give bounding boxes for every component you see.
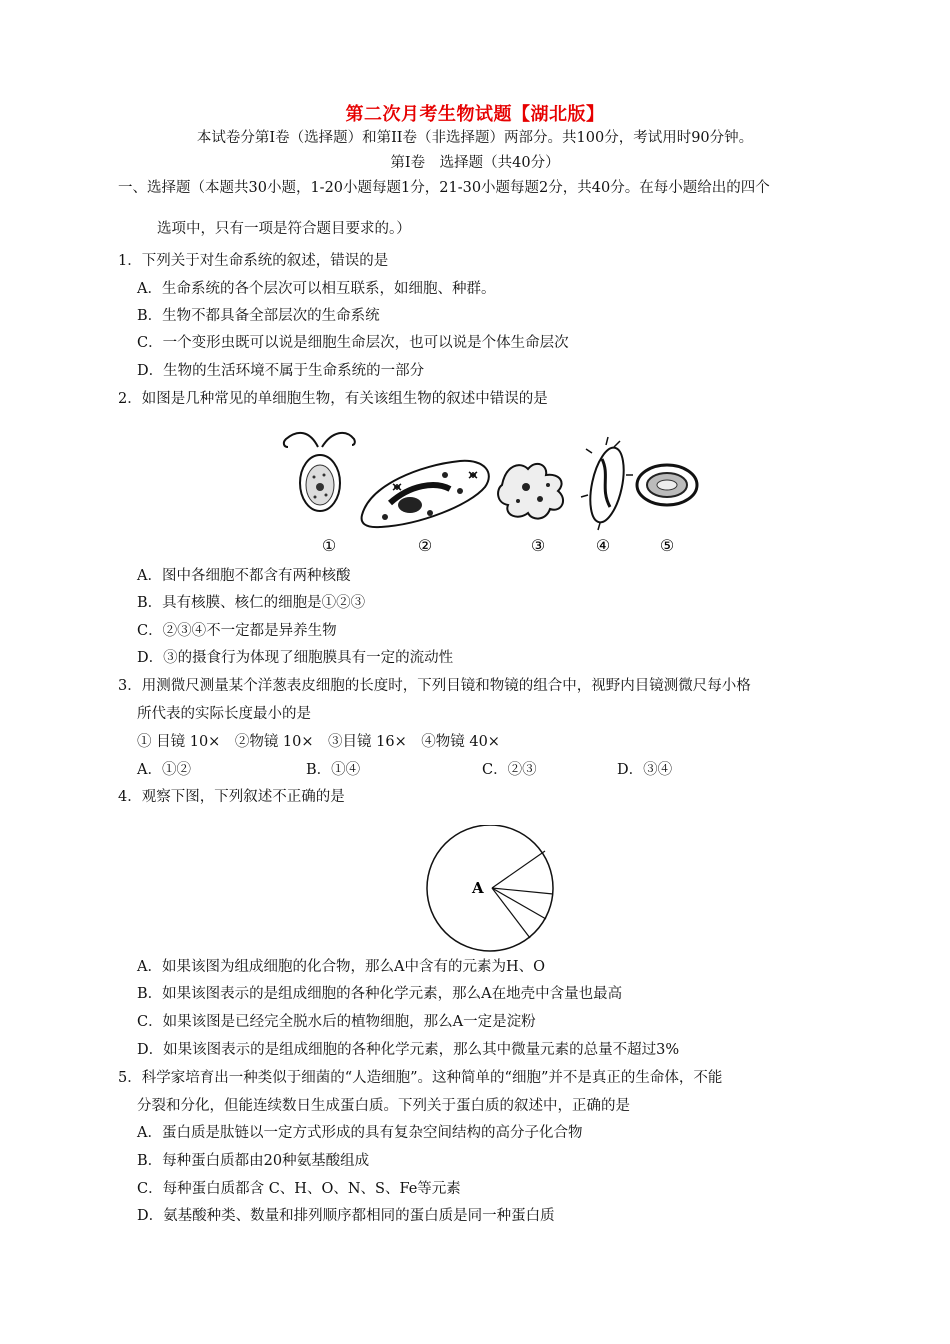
q3-option-d: D．③④ — [617, 762, 673, 778]
organism-3-amoeba — [498, 464, 563, 519]
q5-option-a: A．蛋白质是肽链以一定方式形成的具有复杂空间结构的高分子化合物 — [137, 1125, 583, 1141]
q1-stem: 1．下列关于对生命系统的叙述，错误的是 — [118, 253, 389, 269]
figure-label-2: ② — [417, 536, 433, 555]
figure-label-4: ④ — [595, 536, 611, 555]
q5-option-c: C．每种蛋白质都含 C、H、O、N、S、Fe等元素 — [137, 1181, 461, 1197]
figure-label-3: ③ — [530, 536, 546, 555]
q4-option-b: B．如果该图表示的是组成细胞的各种化学元素，那么A在地壳中含量也最高 — [137, 986, 623, 1002]
q2-option-c: C．②③④不一定都是异养生物 — [137, 623, 337, 639]
figure-label-5: ⑤ — [659, 536, 675, 555]
organism-2-paramecium — [362, 461, 489, 527]
instructions-line1: 一、选择题（本题共30小题，1-20小题每题1分，21-30小题每题2分，共40分。在每小题给出的四个 — [118, 180, 770, 196]
q3-stem-line2: 所代表的实际长度最小的是 — [137, 706, 311, 722]
instructions-line2: 选项中，只有一项是符合题目要求的。） — [157, 221, 411, 237]
q5-option-d: D．氨基酸种类、数量和排列顺序都相同的蛋白质是同一种蛋白质 — [137, 1208, 555, 1224]
section-heading: 第Ⅰ卷 选择题（共40分） — [390, 155, 560, 171]
q2-option-d: D．③的摄食行为体现了细胞膜具有一定的流动性 — [137, 650, 454, 666]
organism-1-chlamydomonas — [284, 433, 355, 511]
organism-5-cell — [637, 465, 697, 505]
organism-4-bacterium — [581, 437, 633, 530]
q3-items: ① 目镜 10× ②物镜 10× ③目镜 16× ④物镜 40× — [137, 734, 500, 750]
q3-option-b: B．①④ — [306, 762, 361, 778]
exam-intro: 本试卷分第Ⅰ卷（选择题）和第II卷（非选择题）两部分。共100分，考试用时90分钟。 — [196, 130, 754, 146]
q1-option-a: A．生命系统的各个层次可以相互联系，如细胞、种群。 — [137, 281, 496, 297]
q2-stem: 2．如图是几种常见的单细胞生物，有关该组生物的叙述中错误的是 — [118, 391, 548, 407]
q5-stem-line2: 分裂和分化，但能连续数日生成蛋白质。下列关于蛋白质的叙述中，正确的是 — [137, 1098, 630, 1114]
q5-stem-line1: 5．科学家培育出一种类似于细菌的“人造细胞”。这种简单的“细胞”并不是真正的生命体，不能 — [118, 1070, 723, 1086]
exam-title: 第二次月考生物试题【湖北版】 — [345, 104, 605, 125]
q4-stem: 4．观察下图，下列叙述不正确的是 — [118, 789, 345, 805]
q5-option-b: B．每种蛋白质都由20种氨基酸组成 — [137, 1153, 370, 1169]
q3-option-a: A．①② — [137, 762, 191, 778]
q1-option-d: D．生物的生活环境不属于生命系统的一部分 — [137, 363, 425, 379]
q1-option-b: B．生物不都具备全部层次的生命系统 — [137, 308, 380, 324]
q4-option-a: A．如果该图为组成细胞的化合物，那么A中含有的元素为H、O — [137, 959, 545, 975]
pie-diagram — [420, 825, 570, 955]
q4-option-d: D．如果该图表示的是组成细胞的各种化学元素，那么其中微量元素的总量不超过3% — [137, 1042, 680, 1058]
q1-option-c: C．一个变形虫既可以说是细胞生命层次，也可以说是个体生命层次 — [137, 335, 569, 351]
single-cell-organisms-figure — [270, 425, 710, 560]
q4-option-c: C．如果该图是已经完全脱水后的植物细胞，那么A一定是淀粉 — [137, 1014, 536, 1030]
q2-option-a: A．图中各细胞不都含有两种核酸 — [137, 568, 351, 584]
pie-label-a: A — [472, 879, 484, 897]
q3-stem-line1: 3．用测微尺测量某个洋葱表皮细胞的长度时，下列目镜和物镜的组合中，视野内目镜测微尺每小格 — [118, 678, 751, 694]
figure-label-1: ① — [321, 536, 337, 555]
q2-option-b: B．具有核膜、核仁的细胞是①②③ — [137, 595, 366, 611]
q3-option-c: C．②③ — [482, 762, 537, 778]
